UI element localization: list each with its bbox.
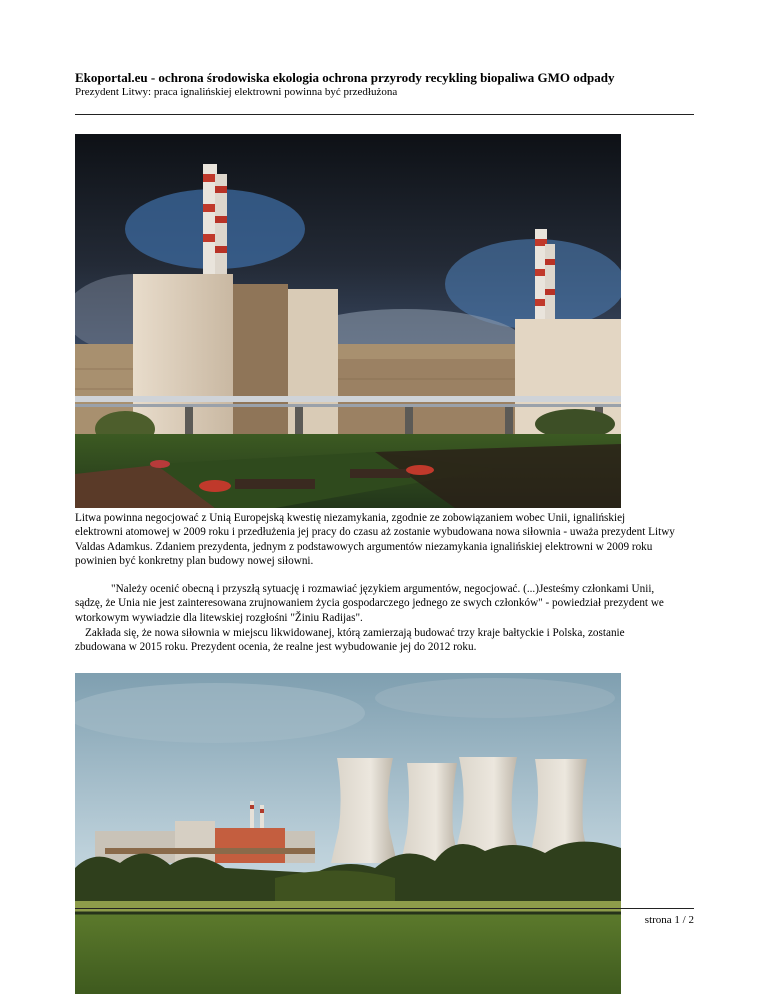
cooling-towers-photo <box>75 673 621 994</box>
page-title: Ekoportal.eu - ochrona środowiska ekologia ochrona przyrody recykling biopaliwa GMO odpady <box>75 70 615 85</box>
footer-divider <box>75 908 694 909</box>
article-paragraph: Zakłada się, że nowa siłownia w miejscu likwidowanej, którą zamierzają budować trzy kraje bałtyckie i Polska, zostanie zbudowana w 2015 roku. Prezydent ocenia, że realne jest wybudowanie jej do 2012 roku. <box>75 627 625 654</box>
power-plant-photo <box>75 134 621 508</box>
article-paragraph: "Należy ocenić obecną i przyszłą sytuację i rozmawiać językiem argumentów, negocjować. (...)Jesteśmy członkami Unii, sądzę, że Unia nie jest zainteresowana zrujnowaniem życia gospodarczego jednego ze swych członków" - powiedział prezydent we wtorkowym wywiadzie dla litewskiej rozgłośni "Žiniu Radijas". <box>75 583 664 624</box>
photo-caption: Litwa powinna negocjować z Unią Europejską kwestię niezamykania, zgodnie ze zobowiązaniem wobec Unii, ignalińskiej elektrowni atomowej w 2009 roku i przedłużenia jej pracy do czasu aż zostanie wybudowana nowa siłownia - uważa prezydent Litwy Valdas Adamkus. Zdaniem prezydenta, jednym z podstawowych argumentów niezamykania ignalińskiej elektrowni w 2009 roku powinien być konkretny plan budowy nowej siłowni. <box>75 512 675 567</box>
header-divider <box>75 114 694 115</box>
page-number: strona 1 / 2 <box>644 914 694 926</box>
page-subtitle: Prezydent Litwy: praca ignalińskiej elektrowni powinna być przedłużona <box>75 86 398 98</box>
